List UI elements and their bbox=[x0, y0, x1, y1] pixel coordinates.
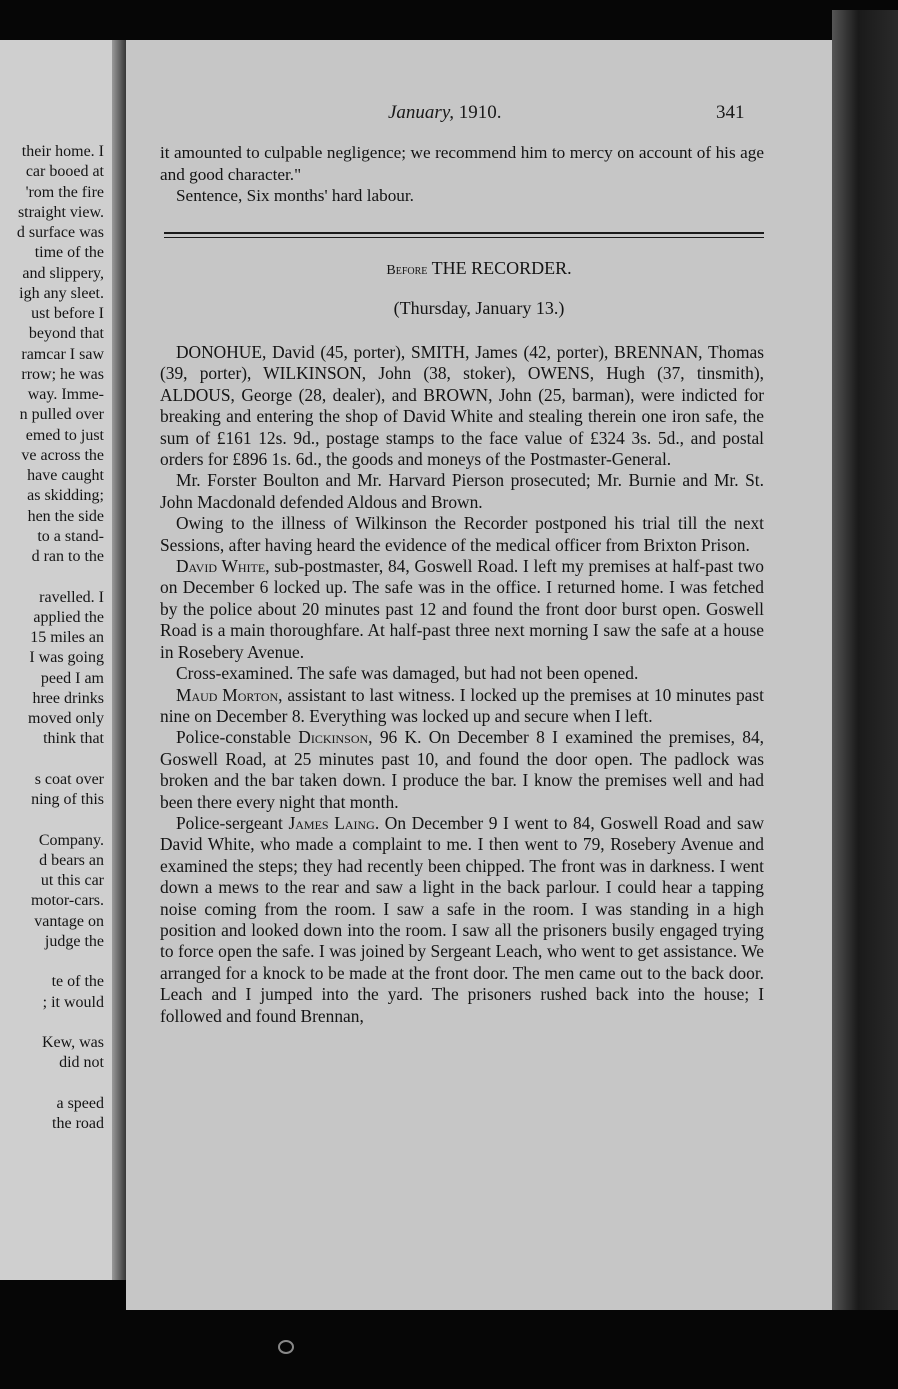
cross-examination: Cross-examined. The safe was damaged, but had not been opened. bbox=[176, 663, 639, 684]
illness-paragraph: Owing to the illness of Wilkinson the Recorder postponed his trial till the next Sessions, after having heard the evidence of the medical officer from Brixton Prison. bbox=[160, 513, 764, 555]
testimony-text: , 96 K. On December 8 I examined the premises, 84, Goswell Road, at 25 minutes past 10, and found the door open. The padlock was broken and the bar taken down. I produce the bar. I know the premises well and had been there every night that month. bbox=[160, 727, 765, 812]
facing-page-fragment bbox=[0, 40, 112, 1280]
page-number: 341 bbox=[716, 102, 745, 123]
recorder-title: THE RECORDER. bbox=[431, 258, 572, 278]
testimony-laing bbox=[160, 813, 764, 1027]
page-341 bbox=[126, 40, 832, 1310]
section-rule-top bbox=[164, 232, 764, 234]
section-heading bbox=[126, 258, 832, 279]
left-page-line: d surface was bbox=[16, 224, 104, 241]
testimony-text: , assistant to last witness. I locked up the premises at 10 minutes past nine on December 8. Everything was locked up and secure when I left. bbox=[160, 684, 764, 726]
left-page-line: 'rom the fire bbox=[25, 183, 104, 201]
left-page-line: Company. bbox=[38, 831, 104, 849]
sentence-paragraph: Sentence, Six months' hard labour. bbox=[176, 186, 414, 206]
trial-body bbox=[160, 342, 764, 1027]
testimony-morton bbox=[160, 685, 764, 728]
left-page-line: rrow; he was bbox=[21, 365, 104, 383]
left-page-line: ut this car bbox=[40, 872, 104, 889]
binding-mark bbox=[278, 1340, 294, 1354]
left-page-line: the road bbox=[52, 1115, 104, 1132]
left-page-line: ve across the bbox=[21, 446, 104, 464]
session-date: (Thursday, January 13.) bbox=[393, 298, 565, 318]
left-page-line: hen the side bbox=[27, 507, 104, 525]
left-page-line: applied the bbox=[33, 608, 104, 626]
running-date bbox=[388, 102, 501, 124]
left-page-line: Kew, was bbox=[41, 1034, 104, 1051]
left-page-line: ramcar I saw bbox=[21, 345, 104, 363]
left-page-line: a speed bbox=[56, 1094, 104, 1112]
left-page-line: moved only bbox=[28, 710, 104, 727]
witness-name: Dickinson bbox=[298, 727, 369, 748]
left-page-line: way. Imme- bbox=[27, 386, 104, 403]
page-edge bbox=[832, 10, 898, 1310]
witness-name: James Laing bbox=[288, 812, 375, 833]
left-page-line: car booed at bbox=[25, 163, 104, 181]
section-rule-bottom bbox=[164, 237, 764, 238]
left-page-line: have caught bbox=[27, 467, 104, 484]
left-page-line: beyond that bbox=[28, 325, 104, 343]
header-year: 1910. bbox=[458, 102, 502, 123]
carryover-text bbox=[160, 142, 764, 207]
indictment-paragraph: DONOHUE, David (45, porter), SMITH, James (42, porter), BRENNAN, Thomas (39, porter), WILKINSON, John (38, stoker), OWENS, Hugh (37, tinsmith), ALDOUS, George (28, dealer), and BROWN, John (25, barman), were indicted for breaking and entering the shop of David White and stealing therein one iron safe, the sum of £161 12s. 9d., postage stamps to the face value of £324 3s. 5d., and postal orders for £896 1s. 6d., the goods and moneys of the Postmaster-General. bbox=[160, 342, 764, 470]
left-page-line: 15 miles an bbox=[30, 629, 104, 646]
witness-rank: Police-sergeant bbox=[176, 812, 289, 833]
left-page-line: peed I am bbox=[40, 669, 104, 687]
witness-name: Maud Morton bbox=[176, 684, 279, 705]
testimony-text: . On December 9 I went to 84, Goswell Road and saw David White, who made a complaint to me. I then went to 79, Rosebery Avenue and examined the steps; they had recently been chipped. The front was in darkness. I went down a mews to the rear and saw a light in the back parlour. I could hear a tapping noise coming from the room. I saw a safe in the room. I was standing in a high position and looked down into the room. I saw all the prisoners busily engaged trying to force open the safe. I was joined by Sergeant Leach, who went to get assistance. We arranged for a knock to be made at the front door. The men came out to the back door. Leach and I jumped into the yard. The prisoners rushed back into the house; I followed and found Brennan, bbox=[160, 812, 764, 1026]
left-page-line: as skidding; bbox=[27, 487, 104, 505]
left-page-line: vantage on bbox=[34, 912, 104, 930]
left-page-line: ravelled. I bbox=[39, 588, 104, 606]
witness-rank: Police-constable bbox=[176, 727, 299, 748]
left-page-line: motor-cars. bbox=[31, 892, 104, 910]
left-page-line: judge the bbox=[44, 932, 104, 950]
left-page-line: n pulled over bbox=[19, 406, 104, 424]
left-page-line: d ran to the bbox=[31, 548, 104, 565]
left-page-line: d bears an bbox=[39, 851, 104, 869]
witness-name: David White bbox=[176, 556, 266, 577]
left-page-line: did not bbox=[59, 1054, 104, 1072]
testimony-dickinson bbox=[160, 727, 764, 813]
left-page-line: igh any sleet. bbox=[19, 284, 104, 302]
left-page-line: time of the bbox=[34, 244, 104, 262]
left-page-line: ; it would bbox=[42, 993, 104, 1011]
left-page-line: I was going bbox=[29, 649, 104, 667]
counsel-paragraph: Mr. Forster Boulton and Mr. Harvard Pierson prosecuted; Mr. Burnie and Mr. St. John Macdonald defended Aldous and Brown. bbox=[160, 470, 764, 512]
left-page-line: emed to just bbox=[25, 426, 104, 444]
header-month: January, bbox=[388, 102, 454, 123]
left-page-line: straight view. bbox=[17, 203, 104, 221]
left-page-line: think that bbox=[43, 730, 104, 748]
testimony-white bbox=[160, 556, 764, 663]
left-page-line: te of the bbox=[51, 973, 104, 991]
left-page-line: to a stand- bbox=[37, 527, 104, 545]
left-page-line: s coat over bbox=[34, 770, 104, 788]
left-page-line: ust before I bbox=[31, 305, 104, 322]
carryover-paragraph: it amounted to culpable negligence; we recommend him to mercy on account of his age and good character." bbox=[160, 143, 764, 184]
running-header bbox=[126, 102, 832, 126]
before-word: Before bbox=[386, 263, 428, 278]
left-page-line: ning of this bbox=[31, 791, 104, 808]
left-page-line: hree drinks bbox=[32, 689, 104, 707]
left-page-line: their home. I bbox=[21, 143, 104, 160]
testimony-text: , sub-postmaster, 84, Goswell Road. I left my premises at half-past two on December 6 locked up. The safe was in the office. I returned home. I was fetched by the police about 20 minutes past 12 and found the front door burst open. Goswell Road is a main thoroughfare. At half-past three next morning I saw the safe at a house in Rosebery Avenue. bbox=[160, 556, 765, 662]
left-page-line: and slippery, bbox=[22, 264, 104, 282]
